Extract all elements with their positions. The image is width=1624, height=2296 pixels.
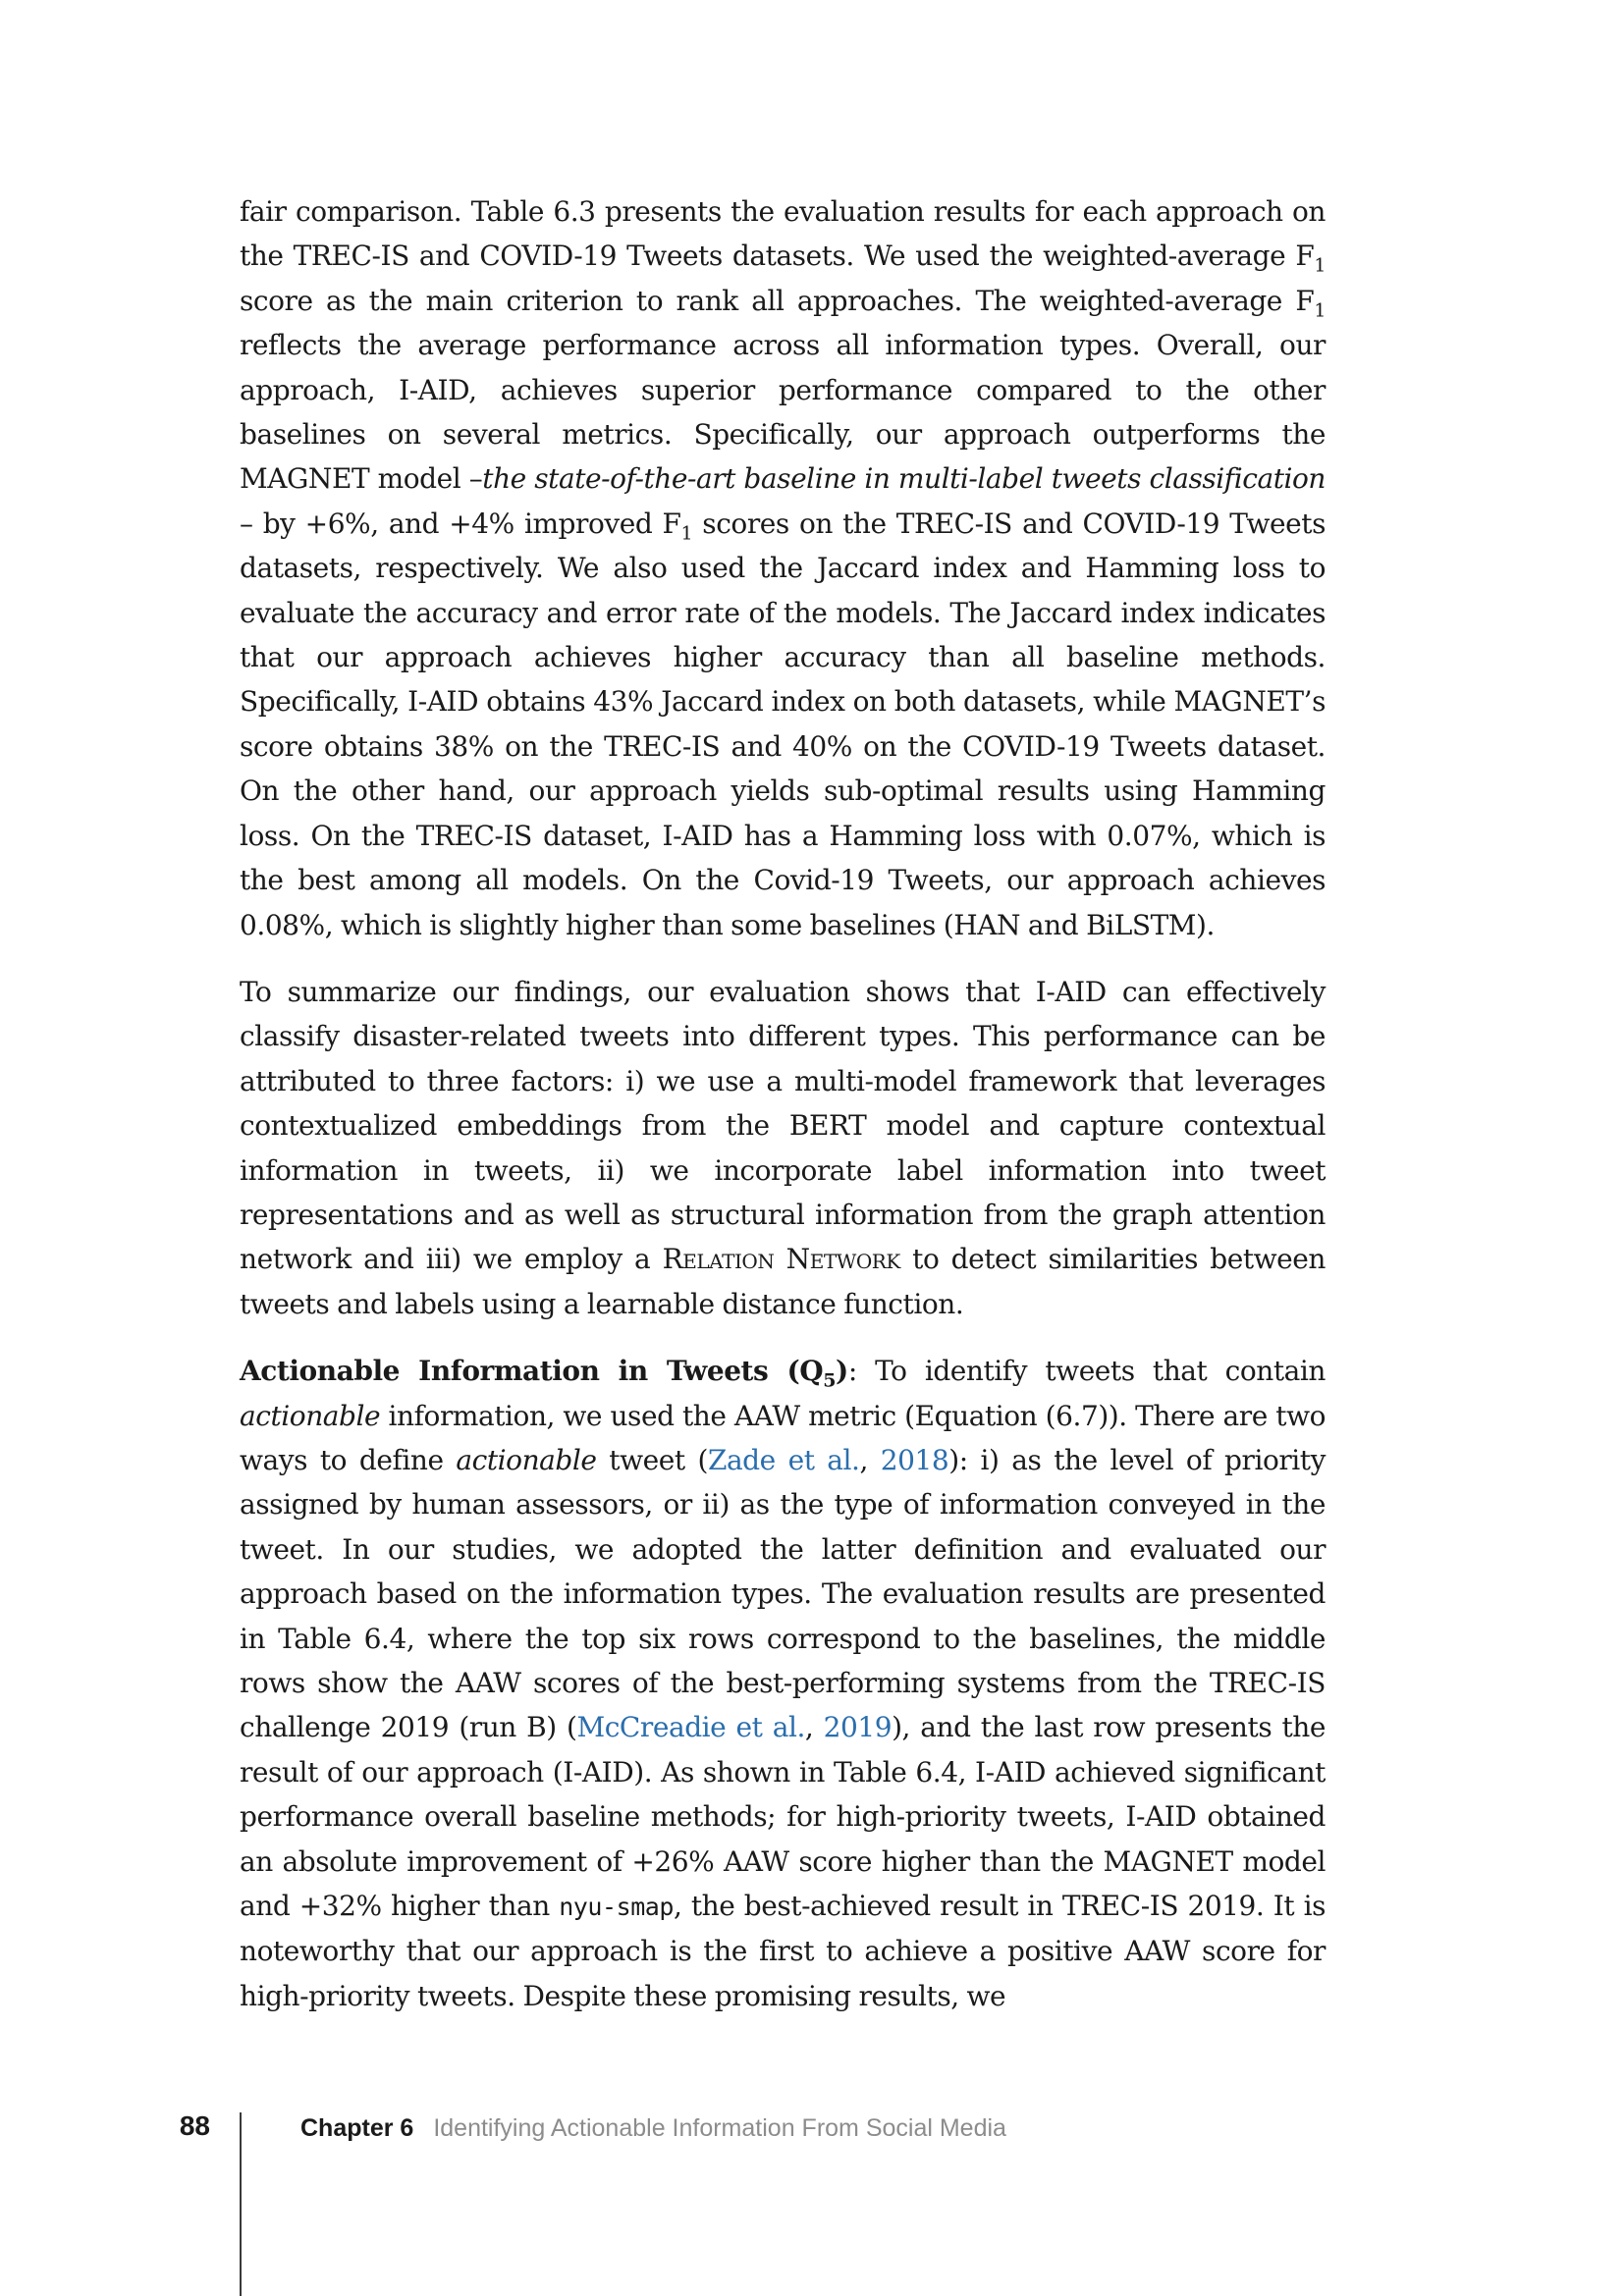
citation-link[interactable]: 2019 (823, 1711, 893, 1744)
chapter-title: Identifying Actionable Information From Social Media (433, 2114, 1006, 2142)
text-run: , (859, 1443, 881, 1476)
text-run: 1 (1314, 255, 1326, 277)
text-run: To summarize our findings, our evaluation shows that I-AID can effectively classify disaster-related tweets into different types. This performance can be attributed to three factors: i) we use a multi-model framework that leverages contextualized embeddings from the BERT model and capture contextual information in tweets, ii) we incorporate label information into tweet representations and as well as structural information from the graph attention network and iii) we employ a (240, 975, 1326, 1276)
text-run: – by +6%, and +4% improved F (240, 507, 681, 540)
text-run: to detect similarities between tweets and labels using a learnable distance function. (240, 1243, 1326, 1320)
citation-link[interactable]: 2018 (880, 1443, 949, 1476)
text-run: scores on the TREC-IS and COVID-19 Tweets datasets, respectively. We also used the Jaccard index and Hamming loss to evaluate the accuracy and error rate of the models. The Jaccard index indicates that our approach achieves higher accuracy than all baseline methods. Specifically, I-AID obtains 43% Jaccard index on both datasets, while MAGNET’s score obtains 38% on the TREC-IS and 40% on the COVID-19 Tweets dataset. On the other hand, our approach yields sub-optimal results using Hamming loss. On the TREC-IS dataset, I-AID has a Hamming loss with 0.07%, which is the best among all models. On the Covid-19 Tweets, our approach achieves 0.08%, which is slightly higher than some baselines (HAN and BiLSTM). (240, 507, 1326, 941)
text-run: information, we used the AAW metric (Equation (6.7)). There are two ways to define (240, 1399, 1326, 1476)
paragraph-summary (240, 970, 1326, 1326)
body-text (240, 189, 1326, 2041)
text-run: ): i) as the level of priority assigned by human assessors, or ii) as the type of information conveyed in the tweet. In our studies, we adopted the latter definition and evaluated our approach based on the information types. The evaluation results are presented in Table 6.4, where the top six rows correspond to the baselines, the middle rows show the AAW scores of the best-performing systems from the TREC-IS challenge 2019 (run B) ( (240, 1443, 1326, 1744)
text-run: 1 (680, 522, 693, 545)
text-run: , (804, 1711, 824, 1744)
chapter-label: Chapter 6 (300, 2114, 414, 2142)
text-run: nyu-smap (559, 1893, 675, 1922)
footer-divider (240, 2112, 242, 2296)
text-run: 5 (823, 1369, 837, 1392)
paragraph-actionable-information (240, 1349, 1326, 2018)
running-head (300, 2114, 1006, 2143)
text-run: score as the main criterion to rank all approaches. The weighted-average F (240, 284, 1315, 317)
text-run: actionable (240, 1399, 381, 1432)
text-run: fair comparison. Table 6.3 presents the evaluation results for each approach on the TREC-IS and COVID-19 Tweets datasets. We used the weighted-average F (240, 195, 1326, 273)
text-run: the state-of-the-art baseline in multi-label tweets classification (482, 462, 1326, 496)
text-run: 1 (1314, 299, 1326, 322)
text-run: tweet ( (596, 1443, 708, 1476)
page-number: 88 (179, 2110, 210, 2141)
text-run: Relation Network (662, 1243, 900, 1276)
text-run: Actionable Information in Tweets (Q (240, 1355, 824, 1388)
text-run: reflects the average performance across all information types. Overall, our approach, I-AID, achieves superior performance compared to the other baselines on several metrics. Specifically, our approach outperforms the MAGNET model – (240, 329, 1326, 496)
citation-link[interactable]: McCreadie et al. (576, 1711, 805, 1744)
text-run: ) (836, 1355, 848, 1388)
text-run: : To identify tweets that contain (847, 1355, 1326, 1388)
citation-link[interactable]: Zade et al. (707, 1443, 860, 1476)
text-run: ), and the last row presents the result of our approach (I-AID). As shown in Table 6.4, I-AID achieved significant performance overall baseline methods; for high-priority tweets, I-AID obtained an absolute improvement of +26% AAW score higher than the MAGNET model and +32% higher than (240, 1711, 1326, 1923)
text-run: , the best-achieved result in TREC-IS 2019. It is noteworthy that our approach is the first to achieve a positive AAW score for high-priority tweets. Despite these promising results, we (240, 1890, 1326, 2012)
paragraph-results-discussion (240, 189, 1326, 947)
text-run: actionable (456, 1443, 597, 1476)
